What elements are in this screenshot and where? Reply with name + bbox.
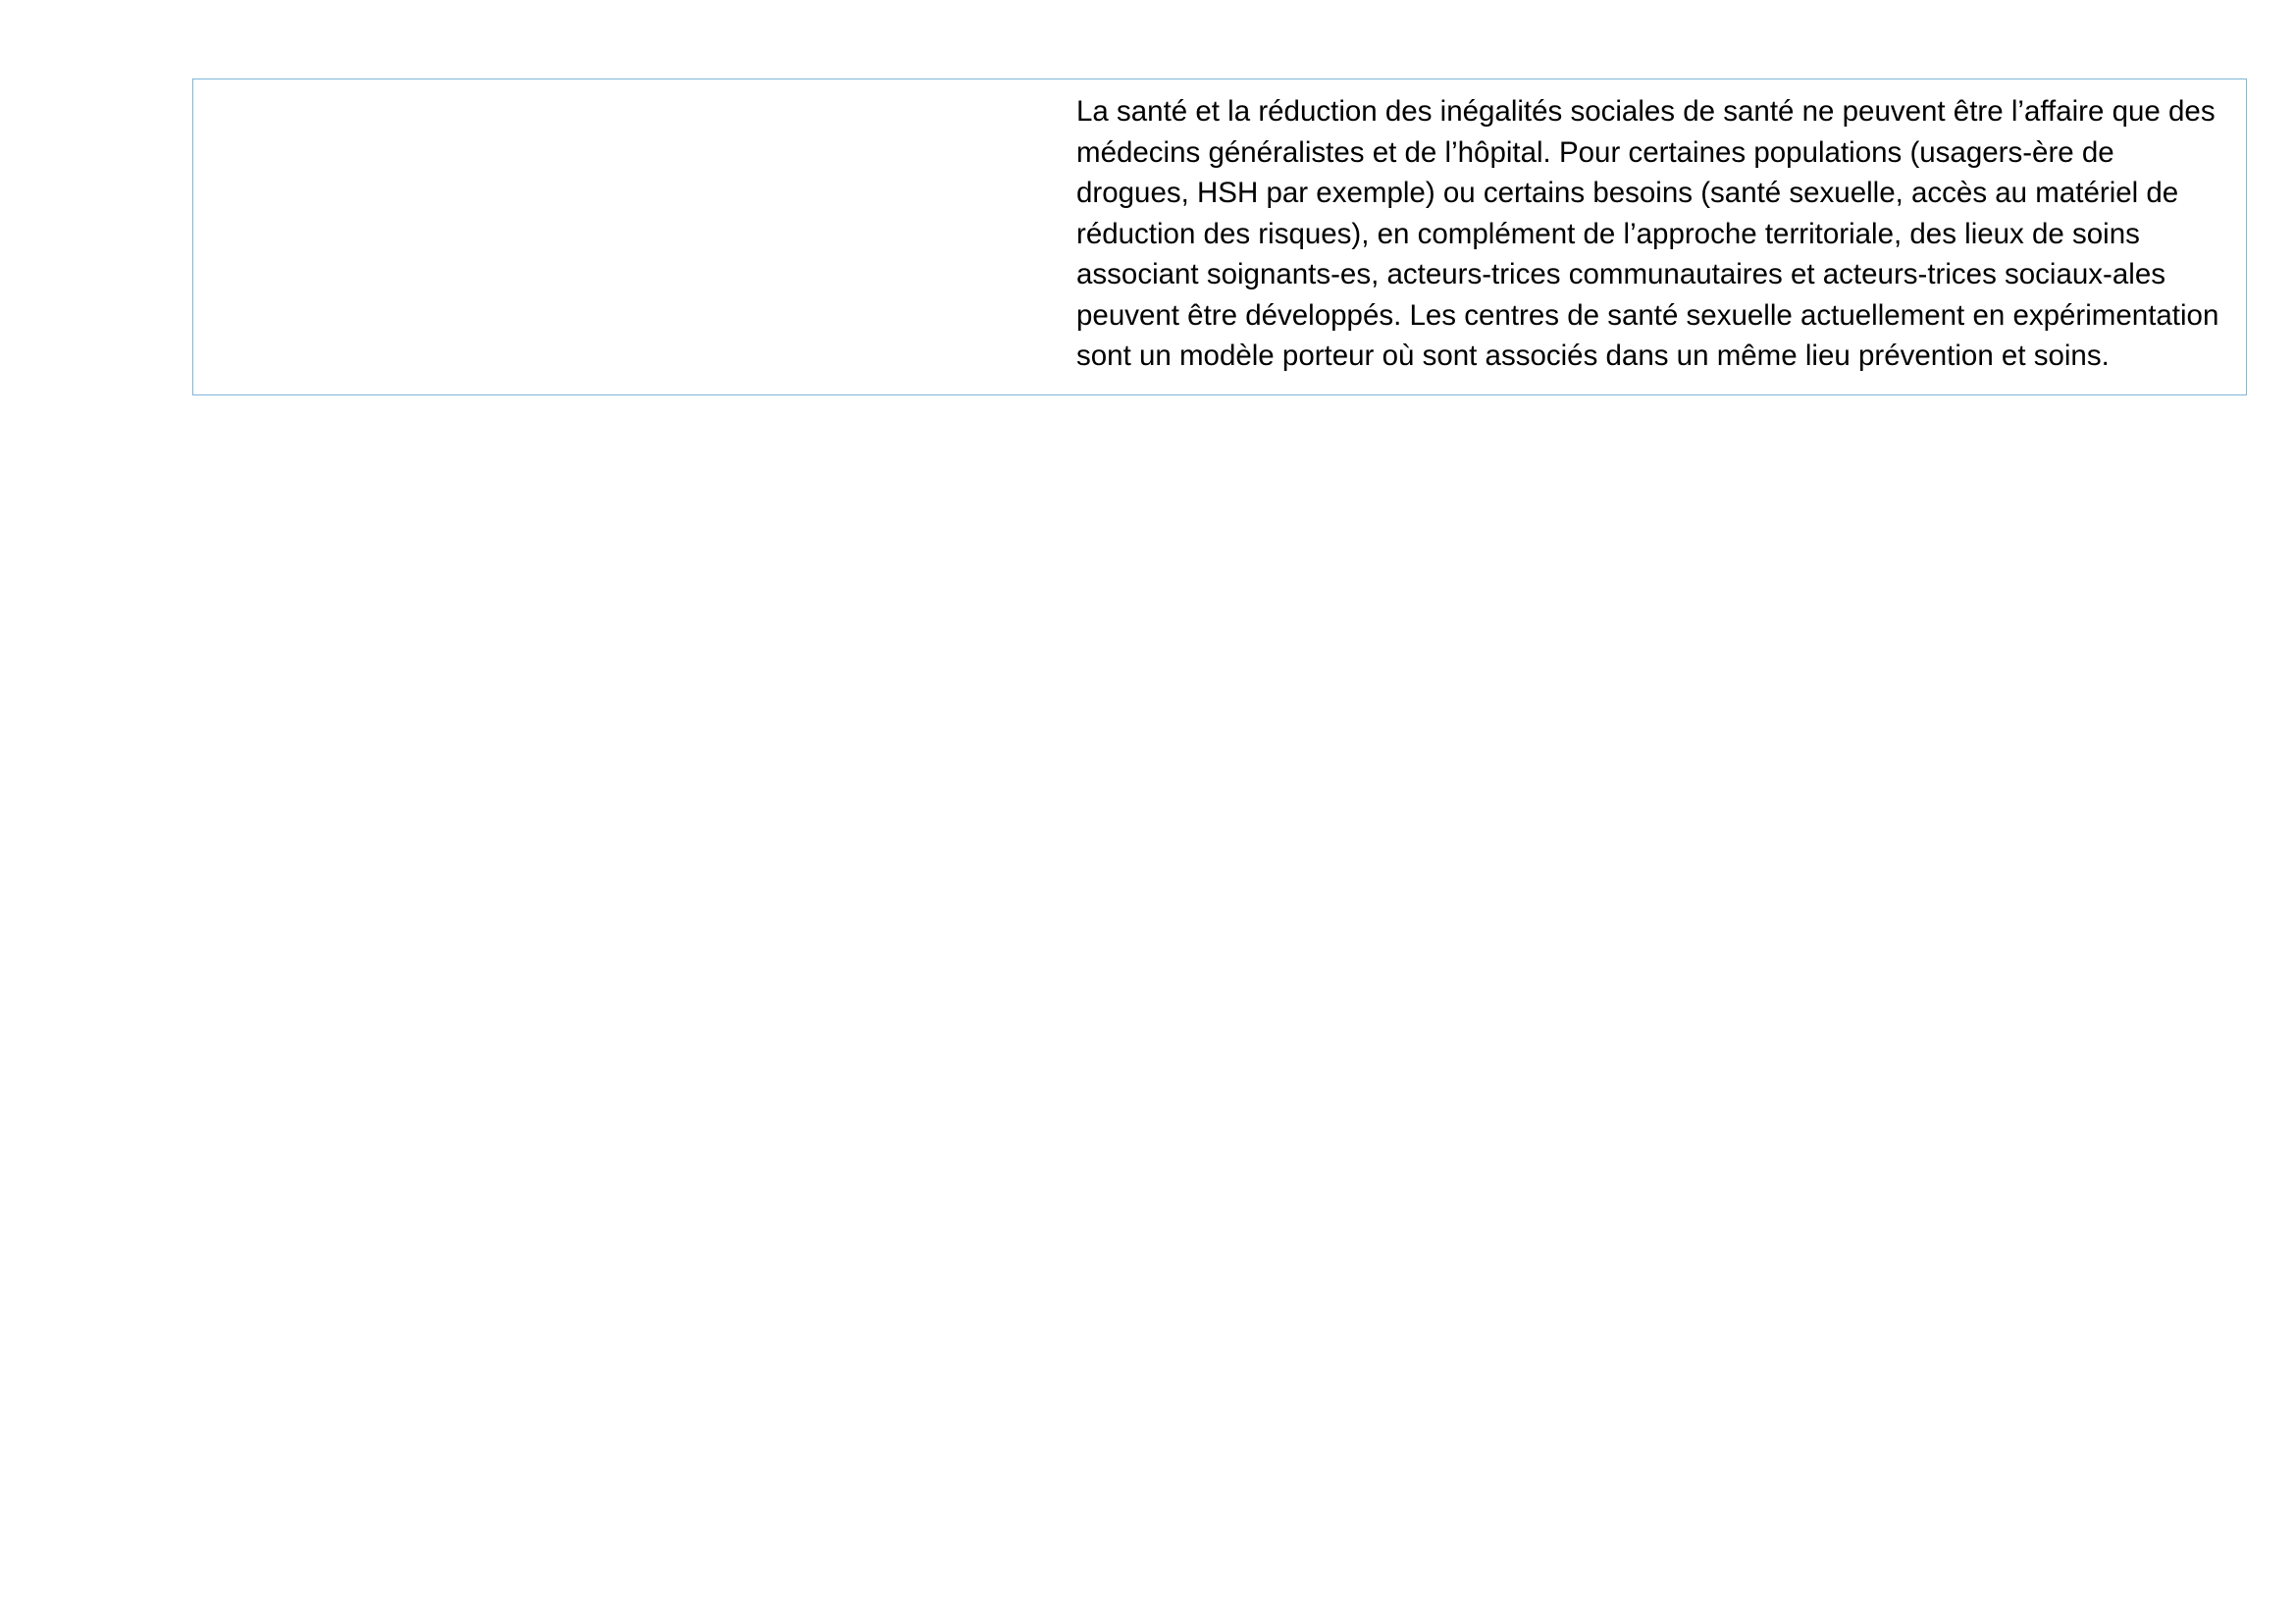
table-cell-right-text: La santé et la réduction des inégalités sociales de santé ne peuvent être l’affaire que des médecins généralistes et de l’hôpital. Pour certaines populations (usagers-ère de drogues, HSH par exemple) ou certains besoins (santé sexuelle, accès au matériel de réduction des risques), en complément de l’approche territoriale, des lieux de soins associant soignants-es, acteurs-trices communautaires et acteurs-trices sociaux-ales peuvent être développés. Les centres de santé sexuelle actuellement en expérimentation sont un modèle porteur où sont associés dans un même lieu prévention et soins. [1076, 95, 2227, 372]
table-cell-right [1076, 79, 2246, 394]
table-cell-left [193, 79, 1076, 394]
content-table [192, 79, 2247, 395]
